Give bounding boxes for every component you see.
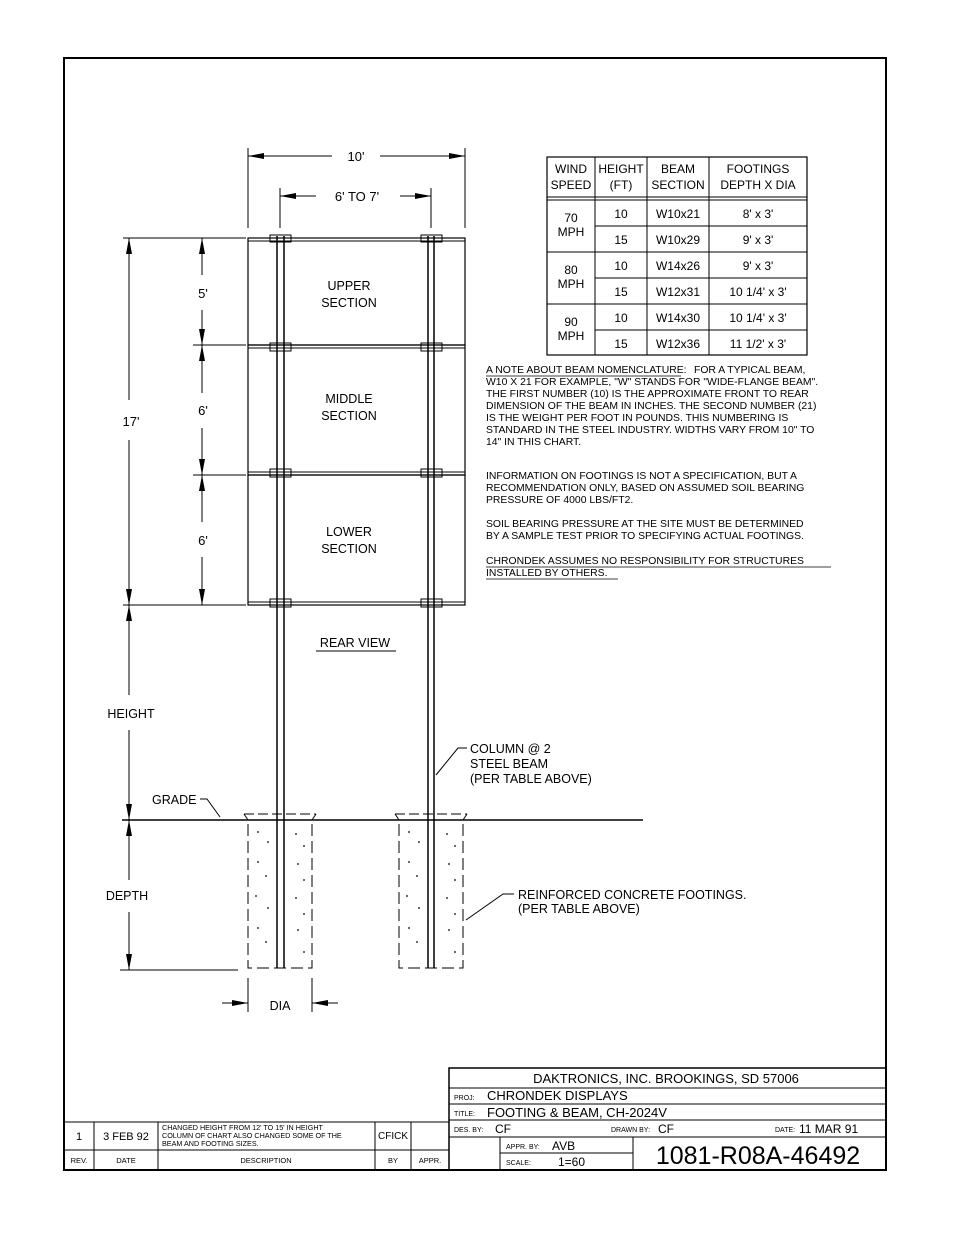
- wind-speed-value: 90: [564, 315, 578, 329]
- footing-info-line: INFORMATION ON FOOTINGS IS NOT A SPECIFICATION, BUT A: [486, 471, 797, 482]
- footing-info-line: PRESSURE OF 4000 LBS/FT2.: [486, 495, 634, 506]
- wind-speed-unit: MPH: [557, 329, 585, 343]
- beam-note-line: STANDARD IN THE STEEL INDUSTRY. WIDTHS VARY FROM 10" TO: [486, 425, 815, 436]
- title-block: [449, 1068, 886, 1170]
- header-wind-1: WIND: [555, 162, 587, 176]
- notes: [486, 365, 831, 579]
- wind-speed-value: 80: [564, 263, 578, 277]
- disclaimer-line: INSTALLED BY OTHERS.: [486, 568, 608, 579]
- drawn-by: CF: [658, 1122, 674, 1136]
- column-note-line-3: (PER TABLE ABOVE): [470, 772, 592, 786]
- lower-section-label-2: SECTION: [321, 542, 377, 556]
- height-cell: 10: [614, 259, 628, 273]
- height-dimension: HEIGHT: [107, 707, 155, 721]
- footing-cell: 10 1/4' x 3': [729, 311, 787, 325]
- upper-section-label-1: UPPER: [327, 279, 371, 293]
- revision-block: [64, 1122, 449, 1170]
- concrete-hatch: [255, 831, 456, 953]
- wind-speed-unit: MPH: [557, 277, 585, 291]
- beam-note-line: W10 X 21 FOR EXAMPLE, "W" STANDS FOR "WIDE-FLANGE BEAM".: [486, 377, 819, 388]
- overall-width-dimension: 10': [347, 149, 365, 164]
- approved-by-label: APPR. BY:: [506, 1144, 540, 1151]
- proj-label: PROJ:: [454, 1095, 475, 1102]
- beam-cell: W14x26: [655, 259, 701, 273]
- revision-description-line: CHANGED HEIGHT FROM 12' TO 15' IN HEIGHT: [162, 1123, 323, 1132]
- header-beam-1: BEAM: [660, 162, 696, 176]
- header-height-2: (FT): [609, 178, 633, 192]
- designed-by-label: DES. BY:: [454, 1127, 484, 1134]
- left-footing: [248, 820, 312, 968]
- upper-section-label-2: SECTION: [321, 296, 377, 310]
- footing-info-line: RECOMMENDATION ONLY, BASED ON ASSUMED SOIL BEARING: [486, 483, 805, 494]
- beam-cell: W14x30: [655, 311, 701, 325]
- drawing-number: 1081-R08A-46492: [655, 1142, 861, 1170]
- footing-cell: 10 1/4' x 3': [729, 285, 787, 299]
- header-footings-1: FOOTINGS: [726, 162, 790, 176]
- dimensions: [106, 148, 465, 1013]
- column-note-line-1: COLUMN @ 2: [470, 742, 551, 756]
- beam-note-line: DIMENSION OF THE BEAM IN INCHES. THE SECOND NUMBER (21): [486, 401, 817, 412]
- appr-header: APPR.: [418, 1156, 442, 1165]
- revision-description-line: COLUMN OF CHART ALSO CHANGED SOME OF THE: [162, 1131, 342, 1140]
- height-cell: 10: [614, 207, 628, 221]
- dia-dimension: DIA: [269, 999, 291, 1013]
- description-header: DESCRIPTION: [240, 1156, 292, 1165]
- beam-note-heading: A NOTE ABOUT BEAM NOMENCLATURE:: [486, 365, 687, 376]
- beam-cell: W12x31: [655, 285, 701, 299]
- middle-section-label-2: SECTION: [321, 409, 377, 423]
- approved-by: AVB: [552, 1139, 576, 1153]
- project-name: CHRONDEK DISPLAYS: [487, 1088, 628, 1103]
- total-height-dimension: 17': [122, 414, 140, 429]
- designed-by: CF: [495, 1122, 511, 1136]
- scale-label: SCALE:: [506, 1160, 531, 1167]
- header-wind-2: SPEED: [550, 178, 592, 192]
- middle-section-label-1: MIDDLE: [325, 392, 373, 406]
- middle-height-dimension: 6': [198, 403, 208, 418]
- beam-cell: W12x36: [655, 337, 701, 351]
- footing-note-line-1: REINFORCED CONCRETE FOOTINGS.: [518, 888, 747, 902]
- footing-cell: 8' x 3': [742, 207, 774, 221]
- footing-cell: 9' x 3': [742, 233, 774, 247]
- beam-note-line: 14" IN THIS CHART.: [486, 437, 582, 448]
- beam-cell: W10x29: [655, 233, 701, 247]
- date-header: DATE: [116, 1156, 136, 1165]
- footing-cell: 9' x 3': [742, 259, 774, 273]
- wind-speed-unit: MPH: [557, 225, 585, 239]
- height-cell: 15: [614, 285, 628, 299]
- height-cell: 10: [614, 311, 628, 325]
- by-header: BY: [387, 1156, 399, 1165]
- footing-beam-table: [547, 157, 807, 355]
- sheet-border: [64, 58, 886, 1170]
- height-cell: 15: [614, 233, 628, 247]
- column-note-line-2: STEEL BEAM: [470, 757, 549, 771]
- revision-by: CFICK: [378, 1131, 408, 1142]
- lower-height-dimension: 6': [198, 533, 208, 548]
- footing-note-line-2: (PER TABLE ABOVE): [518, 902, 640, 916]
- header-beam-2: SECTION: [651, 178, 705, 192]
- drawing-scale: 1=60: [558, 1155, 586, 1169]
- footing-cell: 11 1/2' x 3': [729, 337, 787, 351]
- header-height-1: HEIGHT: [598, 162, 644, 176]
- revision-date: 3 FEB 92: [103, 1131, 149, 1143]
- wind-speed-value: 70: [564, 211, 578, 225]
- sign-structure: [248, 235, 465, 968]
- revision-description-line: BEAM AND FOOTING SIZES.: [162, 1139, 259, 1148]
- rear-view-label: REAR VIEW: [319, 636, 391, 650]
- beam-note-line: FOR A TYPICAL BEAM,: [694, 365, 806, 376]
- footing-note-leader: [466, 894, 514, 920]
- depth-dimension: DEPTH: [105, 889, 149, 903]
- company-name: DAKTRONICS, INC. BROOKINGS, SD 57006: [533, 1071, 799, 1086]
- soil-note-line: BY A SAMPLE TEST PRIOR TO SPECIFYING ACTUAL FOOTINGS.: [486, 531, 804, 542]
- beam-cell: W10x21: [655, 207, 701, 221]
- grade-label: GRADE: [152, 793, 197, 807]
- column-note-leader: [436, 748, 467, 775]
- grade-leader: [200, 799, 220, 817]
- drawn-by-label: DRAWN BY:: [611, 1127, 651, 1134]
- lower-section-panel: [248, 475, 465, 605]
- soil-note-line: SOIL BEARING PRESSURE AT THE SITE MUST BE DETERMINED: [486, 519, 804, 530]
- column-spacing-dimension: 6' TO 7': [334, 189, 380, 204]
- drawing-date: 11 MAR 91: [799, 1122, 859, 1136]
- date-label: DATE:: [775, 1127, 796, 1134]
- header-footings-2: DEPTH X DIA: [720, 178, 796, 192]
- lower-section-label-1: LOWER: [326, 525, 372, 539]
- height-cell: 15: [614, 337, 628, 351]
- title-label: TITLE:: [454, 1111, 476, 1118]
- drawing-title: FOOTING & BEAM, CH-2024V: [487, 1105, 667, 1120]
- rev-header: REV.: [70, 1156, 88, 1165]
- upper-height-dimension: 5': [198, 286, 208, 301]
- disclaimer-line: CHRONDEK ASSUMES NO RESPONSIBILITY FOR STRUCTURES: [486, 556, 804, 567]
- revision-number: 1: [75, 1131, 83, 1143]
- right-footing: [399, 820, 463, 968]
- beam-note-line: IS THE WEIGHT PER FOOT IN POUNDS. THIS NUMBERING IS: [486, 413, 789, 424]
- beam-note-line: THE FIRST NUMBER (10) IS THE APPROXIMATE FRONT TO REAR: [486, 389, 809, 400]
